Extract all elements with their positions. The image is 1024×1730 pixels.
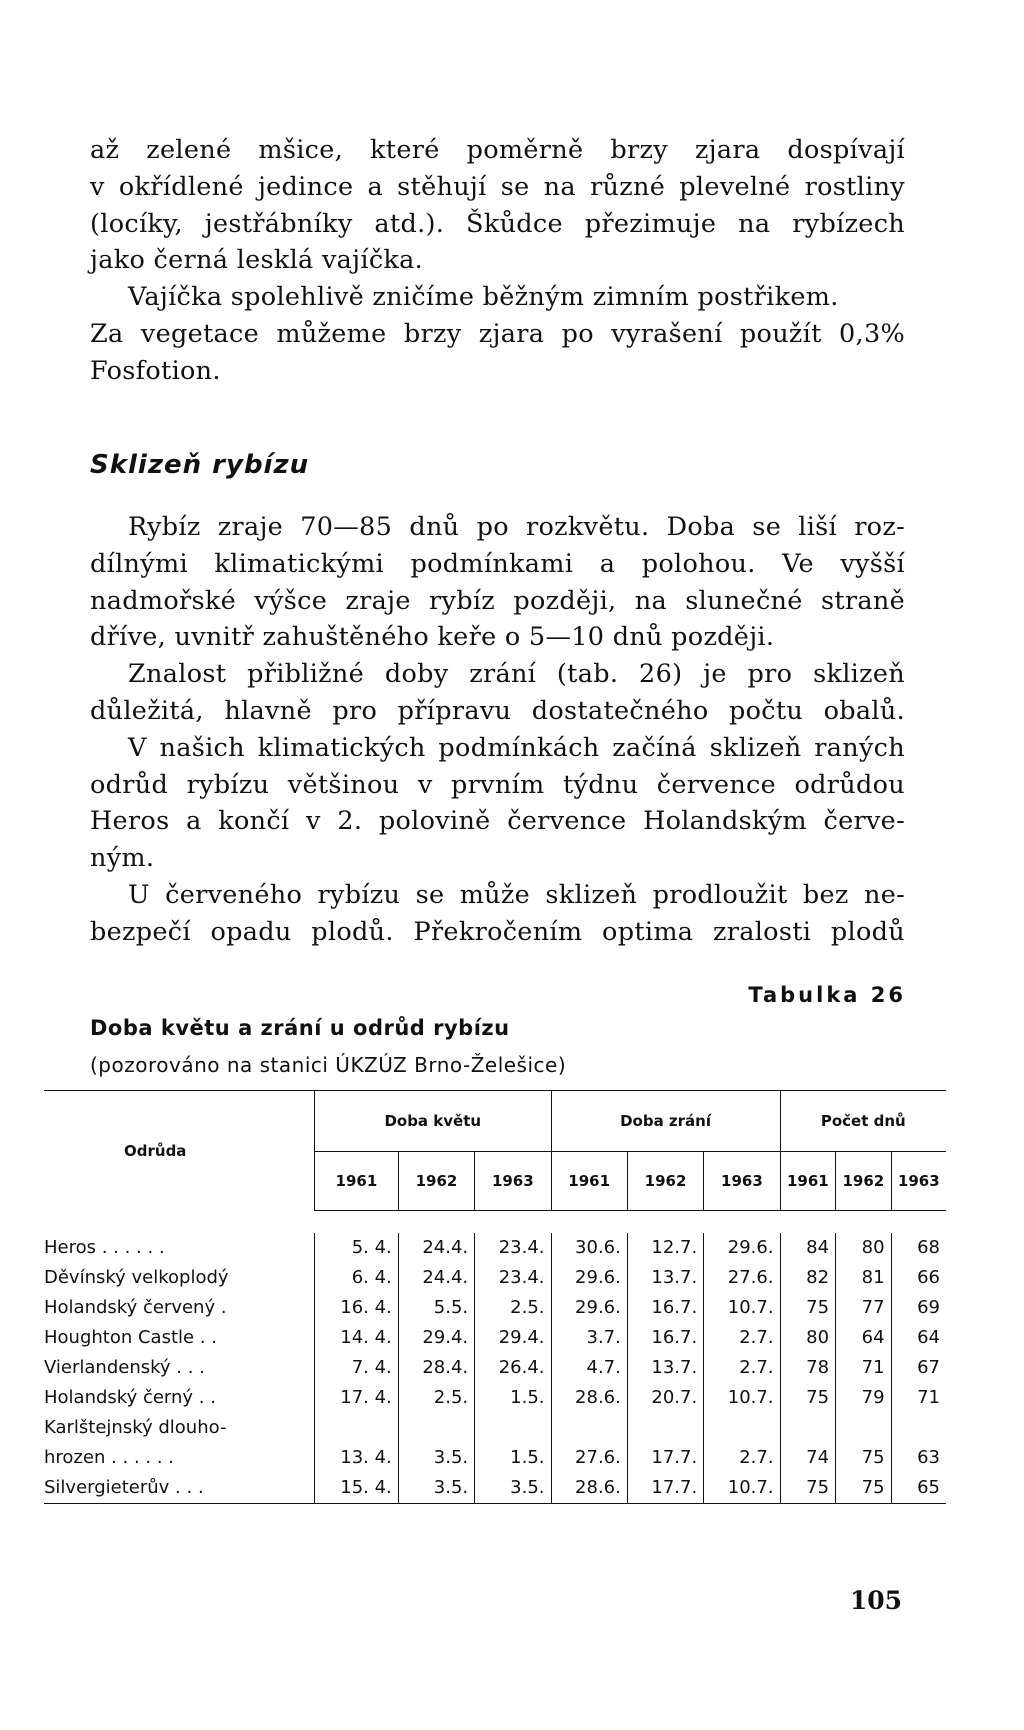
table-cell: 2.5. [475, 1293, 551, 1323]
table-cell: 75 [780, 1293, 836, 1323]
table-cell: 66 [891, 1263, 946, 1293]
table-cell: 4.7. [551, 1353, 627, 1383]
table-cell: 28.4. [398, 1353, 474, 1383]
table-body [44, 1211, 946, 1504]
table-cell [627, 1413, 703, 1443]
table-cell: 84 [780, 1233, 836, 1263]
text-line: ným. [90, 843, 155, 874]
table-cell: 13.7. [627, 1263, 703, 1293]
table-cell: 29.6. [551, 1263, 627, 1293]
table-cell: 71 [836, 1353, 892, 1383]
variety-name: Heros . . . . . . [44, 1237, 165, 1258]
table-cell: 29.6. [551, 1293, 627, 1323]
table-row [44, 1353, 946, 1383]
table-cell: 64 [891, 1323, 946, 1353]
table-cell: 15. 4. [315, 1473, 399, 1504]
header-doba-zrani: Doba zrání [551, 1091, 780, 1152]
text-line: odrůd rybízu většinou v prvním týdnu července odrůdou [90, 769, 905, 800]
table-cell [315, 1413, 399, 1443]
header-year: 1962 [627, 1152, 703, 1211]
table-row [44, 1443, 946, 1473]
paragraph-body [90, 509, 905, 951]
table-cell [551, 1413, 627, 1443]
table-cell: 5. 4. [315, 1233, 399, 1263]
table-cell: 3.7. [551, 1323, 627, 1353]
header-year: 1962 [836, 1152, 892, 1211]
text-line: dříve, uvnitř zahuštěného keře o 5—10 dnů později. [90, 622, 775, 653]
table-cell: 13. 4. [315, 1443, 399, 1473]
table-cell: 79 [836, 1383, 892, 1413]
table-cell: 2.7. [704, 1323, 780, 1353]
table-row [44, 1323, 946, 1353]
table-cell: 2.7. [704, 1443, 780, 1473]
table-cell: 75 [836, 1443, 892, 1473]
header-doba-kvetu: Doba květu [315, 1091, 552, 1152]
header-odruda: Odrůda [124, 1141, 187, 1160]
table-cell: 2.5. [398, 1383, 474, 1413]
table-row [44, 1413, 946, 1443]
header-pocet-dnu: Počet dnů [780, 1091, 946, 1152]
table-cell: 64 [836, 1323, 892, 1353]
table-cell: 69 [891, 1293, 946, 1323]
table-title: Doba květu a zrání u odrůd rybízu [90, 1016, 510, 1040]
variety-name: Děvínský velkoplodý [44, 1267, 229, 1288]
table-cell: 28.6. [551, 1473, 627, 1504]
table-cell: 3.5. [398, 1443, 474, 1473]
table-cell: 2.7. [704, 1353, 780, 1383]
table-row [44, 1233, 946, 1263]
data-table [44, 1090, 946, 1504]
table-cell: 14. 4. [315, 1323, 399, 1353]
header-year: 1961 [551, 1152, 627, 1211]
table-cell: 26.4. [475, 1353, 551, 1383]
text-line: V našich klimatických podmínkách začíná sklizeň raných [128, 732, 905, 763]
table-cell: 23.4. [475, 1233, 551, 1263]
text-line: jako černá lesklá vajíčka. [90, 245, 424, 276]
table-row [44, 1263, 946, 1293]
table-cell [475, 1413, 551, 1443]
table-label: Tabulka 26 [748, 983, 906, 1007]
table-cell: 27.6. [551, 1443, 627, 1473]
table-cell: 27.6. [704, 1263, 780, 1293]
header-year: 1963 [891, 1152, 946, 1211]
table-cell: 16. 4. [315, 1293, 399, 1323]
table-cell: 29.4. [475, 1323, 551, 1353]
text-line: Heros a končí v 2. polovině července Holandským červe- [90, 806, 905, 837]
table-cell: 5.5. [398, 1293, 474, 1323]
table-cell [398, 1413, 474, 1443]
table-cell: 17.7. [627, 1473, 703, 1504]
text-line: důležitá, hlavně pro přípravu dostatečného počtu obalů. [90, 695, 905, 726]
table-cell: 68 [891, 1233, 946, 1263]
table-cell: 80 [780, 1323, 836, 1353]
table-cell: 24.4. [398, 1233, 474, 1263]
table-cell: 30.6. [551, 1233, 627, 1263]
table-cell: 67 [891, 1353, 946, 1383]
table-cell: 17.7. [627, 1443, 703, 1473]
text-line: nadmořské výšce zraje rybíz později, na slunečné straně [90, 585, 905, 616]
variety-name: Vierlandenský . . . [44, 1357, 205, 1378]
table-cell [836, 1413, 892, 1443]
table-row [44, 1473, 946, 1504]
table-subtitle: (pozorováno na stanici ÚKZÚZ Brno-Želešice) [90, 1053, 567, 1077]
text-line: až zelené mšice, které poměrně brzy zjara dospívají [90, 135, 905, 165]
table-cell: 78 [780, 1353, 836, 1383]
header-year: 1961 [780, 1152, 836, 1211]
table-cell: 3.5. [475, 1473, 551, 1504]
table-row [44, 1383, 946, 1413]
table-cell: 7. 4. [315, 1353, 399, 1383]
text-line: Za vegetace můžeme brzy zjara po vyrašení použít 0,3% [90, 318, 905, 349]
variety-name: Holandský červený . [44, 1297, 227, 1318]
table-cell: 65 [891, 1473, 946, 1504]
text-line: bezpečí opadu plodů. Překročením optima zralosti plodů [90, 916, 905, 947]
table-cell: 81 [836, 1263, 892, 1293]
table-cell: 16.7. [627, 1323, 703, 1353]
text-line: U červeného rybízu se může sklizeň prodloužit bez ne- [128, 879, 905, 910]
table-cell: 77 [836, 1293, 892, 1323]
table-cell: 10.7. [704, 1383, 780, 1413]
variety-name: Karlštejnský dlouho- [44, 1417, 227, 1438]
table-cell: 75 [836, 1473, 892, 1504]
table-cell: 75 [780, 1383, 836, 1413]
table-cell: 16.7. [627, 1293, 703, 1323]
table-cell: 12.7. [627, 1233, 703, 1263]
table-cell: 20.7. [627, 1383, 703, 1413]
header-year: 1963 [704, 1152, 780, 1211]
table-cell: 28.6. [551, 1383, 627, 1413]
variety-name: Houghton Castle . . [44, 1327, 217, 1348]
table-cell: 75 [780, 1473, 836, 1504]
table-cell [891, 1413, 946, 1443]
table-cell: 63 [891, 1443, 946, 1473]
variety-name: Holandský černý . . [44, 1387, 216, 1408]
table-cell: 10.7. [704, 1473, 780, 1504]
text-line: dílnými klimatickými podmínkami a polohou. Ve vyšší [90, 548, 905, 579]
table-row [44, 1293, 946, 1323]
table-cell: 13.7. [627, 1353, 703, 1383]
text-line: v okřídlené jedince a stěhují se na různé plevelné rostliny [90, 171, 905, 202]
table-cell: 71 [891, 1383, 946, 1413]
text-line: (locíky, jestřábníky atd.). Škůdce přezimuje na rybízech [90, 208, 905, 239]
paragraph-top [90, 132, 905, 390]
table-cell: 29.6. [704, 1233, 780, 1263]
page-number: 105 [849, 1586, 902, 1615]
table-cell: 82 [780, 1263, 836, 1293]
header-year: 1961 [315, 1152, 399, 1211]
table-cell: 1.5. [475, 1443, 551, 1473]
section-heading: Sklizeň rybízu [90, 450, 310, 480]
variety-name: hrozen . . . . . . [44, 1447, 175, 1468]
table-cell: 3.5. [398, 1473, 474, 1504]
table-cell: 80 [836, 1233, 892, 1263]
table-cell: 17. 4. [315, 1383, 399, 1413]
text-line: Rybíz zraje 70—85 dnů po rozkvětu. Doba se liší roz- [128, 512, 905, 542]
text-line: Vajíčka spolehlivě zničíme běžným zimním postřikem. [128, 282, 839, 313]
table-cell: 74 [780, 1443, 836, 1473]
header-year: 1962 [398, 1152, 474, 1211]
text-line: Znalost přibližné doby zrání (tab. 26) je pro sklizeň [128, 659, 905, 690]
header-year: 1963 [475, 1152, 551, 1211]
text-line: Fosfotion. [90, 355, 221, 386]
table-cell: 29.4. [398, 1323, 474, 1353]
table-cell: 6. 4. [315, 1263, 399, 1293]
table-cell: 24.4. [398, 1263, 474, 1293]
table-cell: 23.4. [475, 1263, 551, 1293]
table-cell [704, 1413, 780, 1443]
table-cell: 1.5. [475, 1383, 551, 1413]
table-cell [780, 1413, 836, 1443]
table-cell: 10.7. [704, 1293, 780, 1323]
variety-name: Silvergieterův . . . [44, 1477, 204, 1498]
